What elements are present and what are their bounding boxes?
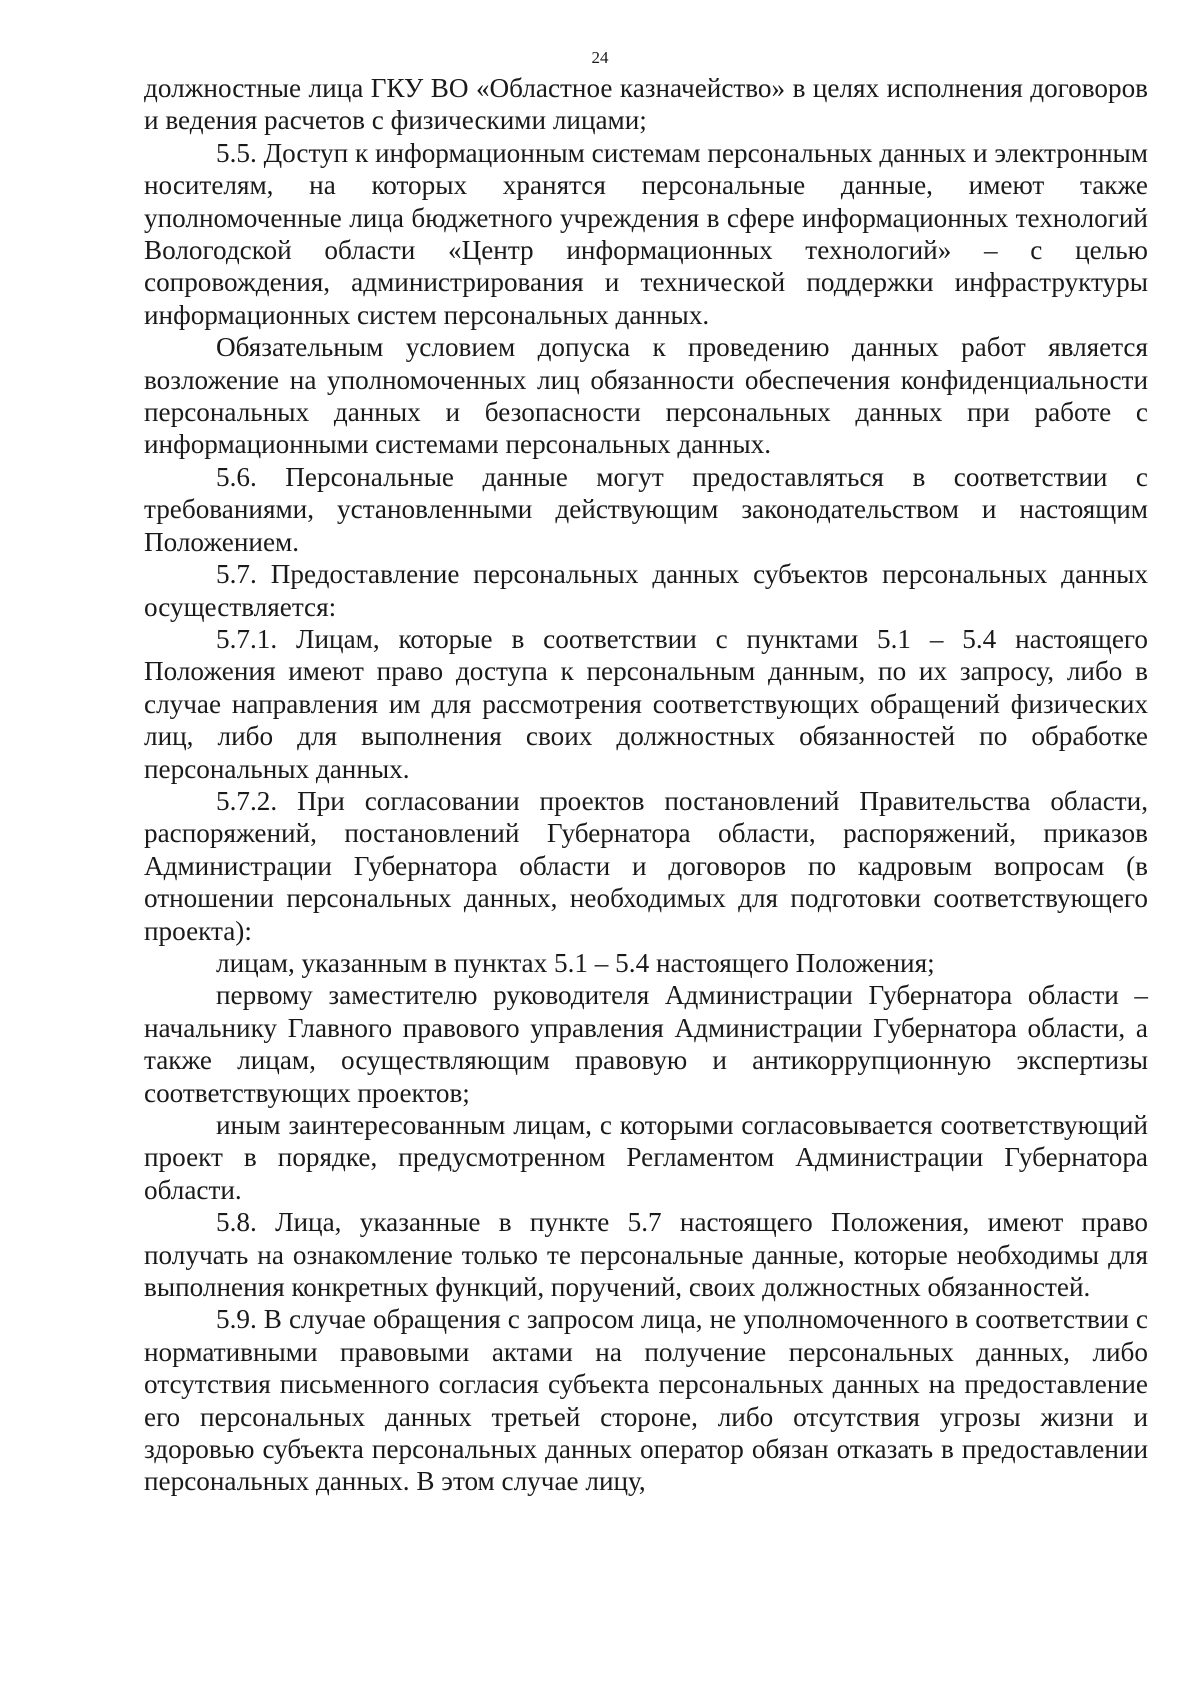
paragraph-5-9: 5.9. В случае обращения с запросом лица, не уполномоченного в соответствии с нормативными правовыми актами на получение персональных данных, либо отсутствия письменного согласия субъекта персональных данных на предоставление его персональных данных третьей стороне, либо отсутствия угрозы жизни и здоровью субъекта персональных данных оператор обязан отказать в предоставлении персональных данных. В этом случае лицу, xyxy=(144,1304,1148,1497)
paragraph-continuation: должностные лица ГКУ ВО «Областное казначейство» в целях исполнения договоров и ведения расчетов с физическими лицами; xyxy=(144,73,1148,136)
page-number: 24 xyxy=(591,48,609,67)
list-item-first-deputy: первому заместителю руководителя Администрации Губернатора области – начальнику Главного правового управления Администрации Губернатора области, а также лицам, осуществляющим правовую и антикоррупционную экспертизы соответствующих проектов; xyxy=(144,980,1148,1108)
paragraph-5-7: 5.7. Предоставление персональных данных субъектов персональных данных осуществляется: xyxy=(144,559,1148,622)
paragraph-mandatory-condition: Обязательным условием допуска к проведению данных работ является возложение на уполномоченных лиц обязанности обеспечения конфиденциальности персональных данных и безопасности персональных данных при работе с информационными системами персональных данных. xyxy=(144,332,1148,460)
paragraph-5-6: 5.6. Персональные данные могут предоставляться в соответствии с требованиями, установленными действующим законодательством и настоящим Положением. xyxy=(144,461,1148,557)
paragraph-5-7-2: 5.7.2. При согласовании проектов постановлений Правительства области, распоряжений, постановлений Губернатора области, распоряжений, приказов Администрации Губернатора области и договоров по кадровым вопросам (в отношении персональных данных, необходимых для подготовки соответствующего проекта): xyxy=(144,785,1148,946)
paragraph-5-5: 5.5. Доступ к информационным системам персональных данных и электронным носителям, на которых хранятся персональные данные, имеют также уполномоченные лица бюджетного учреждения в сфере информационных технологий Вологодской области «Центр информационных технологий» – с целью сопровождения, администрирования и технической поддержки инфраструктуры информационных систем персональных данных. xyxy=(144,137,1148,330)
paragraph-5-8: 5.8. Лица, указанные в пункте 5.7 настоящего Положения, имеют право получать на ознакомление только те персональные данные, которые необходимы для выполнения конкретных функций, поручений, своих должностных обязанностей. xyxy=(144,1207,1148,1303)
list-item-persons-5-1-5-4: лицам, указанным в пунктах 5.1 – 5.4 настоящего Положения; xyxy=(216,947,935,978)
document-body xyxy=(144,72,1148,1498)
paragraph-5-7-1: 5.7.1. Лицам, которые в соответствии с пунктами 5.1 – 5.4 настоящего Положения имеют право доступа к персональным данным, по их запросу, либо в случае направления им для рассмотрения соответствующих обращений физических лиц, либо для выполнения своих должностных обязанностей по обработке персональных данных. xyxy=(144,623,1148,784)
list-item-other-persons: иным заинтересованным лицам, с которыми согласовывается соответствующий проект в порядке, предусмотренном Регламентом Администрации Губернатора области. xyxy=(144,1110,1148,1205)
